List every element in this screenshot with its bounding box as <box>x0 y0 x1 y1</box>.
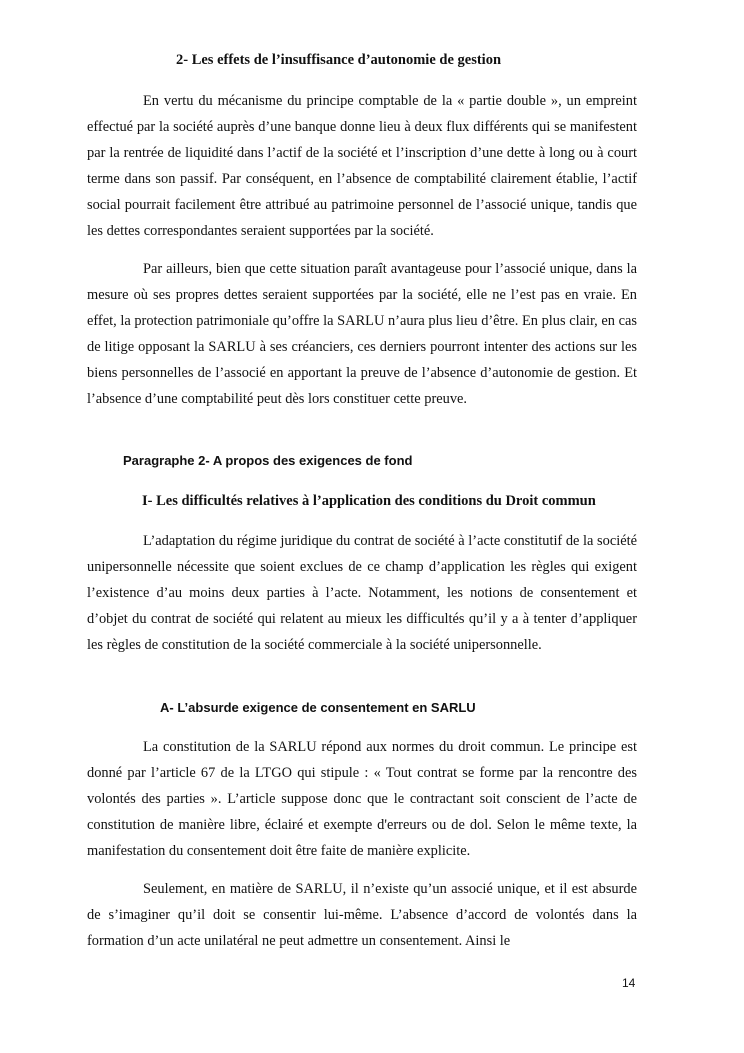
paragraph-par-ailleurs: Par ailleurs, bien que cette situation paraît avantageuse pour l’associé unique, dans la mesure où ses propres dettes seraient supportées par la société, elle ne l’est pas en vraie. En effet, la protection patrimoniale qu’offre la SARLU n’aura plus lieu d’être. En plus clair, en cas de litige opposant la SARLU à ses créanciers, ces derniers pourront intenter des actions sur les biens personnelles de l’associé en apportant la preuve de l’absence d’autonomie de gestion. Et l’absence d’une comptabilité peut dès lors constituer cette preuve. <box>87 261 637 407</box>
heading-difficultes-droit-commun: I- Les difficultés relatives à l’application des conditions du Droit commun <box>142 493 596 509</box>
page-number: 14 <box>622 976 636 990</box>
paragraph-constitution-sarlu: La constitution de la SARLU répond aux normes du droit commun. Le principe est donné par l’article 67 de la LTGO qui stipule : « Tout contrat se forme par la rencontre des volontés des parties ». L’article suppose donc que le contractant soit conscient de l’acte de constitution de manière libre, éclairé et exempte d'erreurs ou de dol. Selon le même texte, la manifestation du consentement doit être faite de manière explicite. <box>87 739 637 859</box>
paragraph-partie-double: En vertu du mécanisme du principe comptable de la « partie double », un empreint effectué par la société auprès d’une banque donne lieu à deux flux différents qui se manifestent par la rentrée de liquidité dans l’actif de la société et l’inscription d’une dette à long ou à court terme dans son passif. Par conséquent, en l’absence de comptabilité clairement établie, l’actif social pourrait facilement être attribué au patrimoine personnel de l’associé unique, tandis que les dettes correspondantes seraient supportées par la société. <box>87 93 637 239</box>
paragraph-adaptation-regime: L’adaptation du régime juridique du contrat de société à l’acte constitutif de la société unipersonnelle nécessite que soient exclues de ce champ d’application les règles qui exigent l’existence d’au moins deux parties à l’acte. Notamment, les notions de consentement et d’objet du contrat de société qui relatent au mieux les difficultés qu’il y a à tenter d’appliquer les règles de constitution de la société commerciale à la société unipersonnelle. <box>87 533 637 653</box>
heading-paragraphe-2: Paragraphe 2- A propos des exigences de fond <box>123 453 413 468</box>
paragraph-seulement: Seulement, en matière de SARLU, il n’existe qu’un associé unique, et il est absurde de s’imaginer qu’il doit se consentir lui-même. L’absence d’accord de volontés dans la formation d’un acte unilatéral ne peut admettre un consentement. Ainsi le <box>87 881 637 949</box>
heading-absurde-exigence-consentement: A- L’absurde exigence de consentement en SARLU <box>160 700 476 715</box>
heading-effets-insuffisance-autonomie: 2- Les effets de l’insuffisance d’autonomie de gestion <box>176 52 502 68</box>
